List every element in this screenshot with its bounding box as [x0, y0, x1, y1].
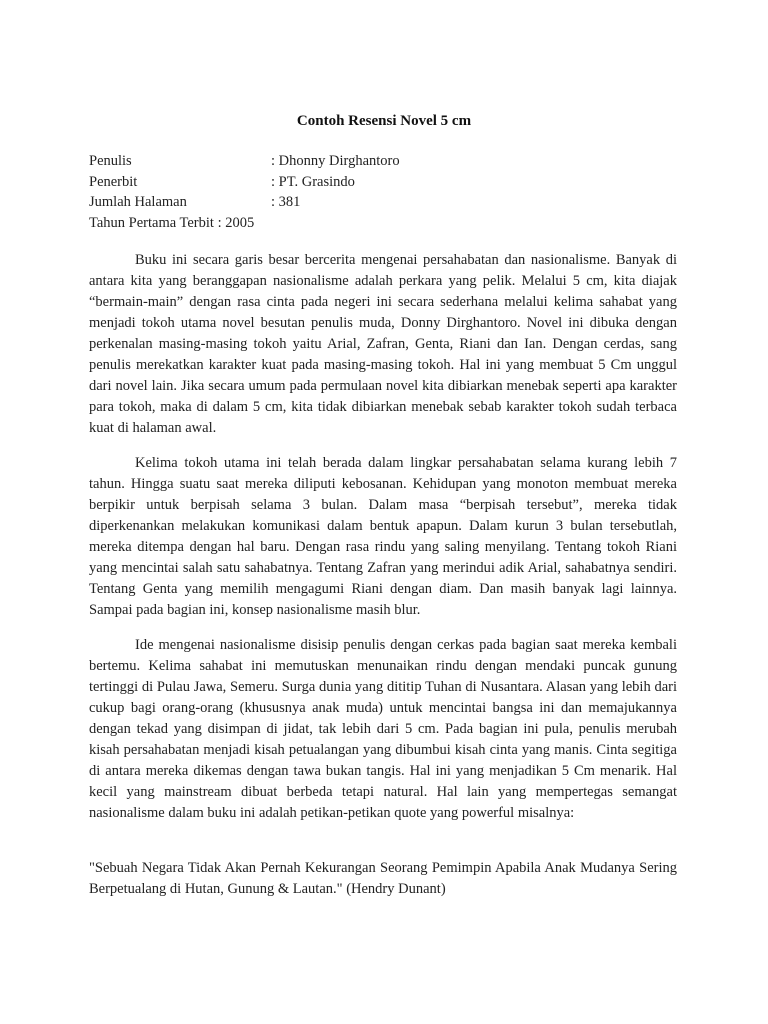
paragraph-2: Kelima tokoh utama ini telah berada dalam lingkar persahabatan selama kurang lebih 7 tahun. Hingga suatu saat mereka diliputi kebosanan. Kehidupan yang monoton membuat mereka berpikir untuk berpisah selama 3 bulan. Dalam masa “berpisah tersebut”, mereka tidak diperkenankan melakukan komunikasi dalam bentuk apapun. Dalam kurun 3 bulan tersebutlah, mereka ditempa dengan hal baru. Dengan rasa rindu yang saling menyilang. Tentang tokoh Riani yang mencintai salah satu sahabatnya. Tentang Zafran yang merindui adik Arial, sahabatnya sendiri. Tentang Genta yang memilih mengagumi Riani dengan diam. Dan masih banyak lagi lainnya. Sampai pada bagian ini, konsep nasionalisme masih blur. [89, 455, 677, 618]
meta-row-penerbit [89, 172, 689, 193]
meta-row-jumlah-halaman [89, 192, 689, 213]
book-metadata [89, 151, 689, 233]
meta-row-tahun-terbit [89, 213, 689, 234]
meta-value: 381 [278, 194, 301, 210]
paragraph-3: Ide mengenai nasionalisme disisip penulis dengan cerkas pada bagian saat mereka kembali bertemu. Kelima sahabat ini memutuskan menunaikan rindu dengan mendaki puncak gunung tertinggi di Pulau Jawa, Semeru. Surga dunia yang dititip Tuhan di Nusantara. Alasan yang lebih dari cukup bagi orang-orang (khususnya anak muda) untuk mencintai bangsa ini dan memajukannya dengan tekad yang disimpan di jidat, tak lebih dari 5 cm. Pada bagian ini pula, penulis merubah kisah persahabatan menjadi kisah petualangan yang dibumbui kisah cinta yang manis. Cinta segitiga di antara mereka dikemas dengan tawa bukan tangis. Hal ini yang menjadikan 5 Cm menarik. Hal kecil yang mainstream dibuat berbeda tetapi natural. Hal lain yang mempertegas semangat nasionalisme dalam buku ini adalah petikan-petikan quote yang powerful misalnya: [89, 637, 677, 821]
document-title: Contoh Resensi Novel 5 cm [296, 113, 472, 129]
meta-separator: : [271, 153, 279, 169]
meta-separator: : [271, 173, 279, 190]
meta-value: Dhonny Dirghantoro [278, 153, 400, 169]
meta-separator: : [213, 214, 226, 231]
meta-row-penulis [89, 151, 689, 172]
meta-value: 2005 [225, 214, 255, 231]
quote: "Sebuah Negara Tidak Akan Pernah Kekurangan Seorang Pemimpin Apabila Anak Mudanya Sering Berpetualang di Hutan, Gunung & Lautan." (Hendry Dunant) [89, 860, 677, 897]
meta-separator: : [271, 194, 279, 210]
paragraph-1: Buku ini secara garis besar bercerita mengenai persahabatan dan nasionalisme. Banyak di antara kita yang beranggapan nasionalisme adalah perkara yang pelik. Melalui 5 cm, kita diajak “bermain-main” dengan rasa cinta pada negeri ini secara sederhana melalui kelima sahabat yang menjadi tokoh utama novel besutan penulis muda, Donny Dirghantoro. Novel ini dibuka dengan perkenalan masing-masing tokoh yaitu Arial, Zafran, Genta, Riani dan Ian. Dengan cerdas, sang penulis merekatkan karakter kuat pada masing-masing tokoh. Hal ini yang membuat 5 Cm unggul dari novel lain. Jika secara umum pada permulaan novel kita dibiarkan menebak seperti apa karakter para tokoh, maka di dalam 5 cm, kita tidak dibiarkan menebak sebab karakter tokoh sudah terbaca kuat di halaman awal. [89, 252, 677, 436]
meta-label: Penerbit [89, 173, 138, 190]
meta-label: Tahun Pertama Terbit [89, 214, 214, 231]
meta-label: Penulis [89, 153, 132, 169]
meta-label: Jumlah Halaman [89, 194, 187, 210]
meta-value: PT. Grasindo [278, 173, 355, 190]
